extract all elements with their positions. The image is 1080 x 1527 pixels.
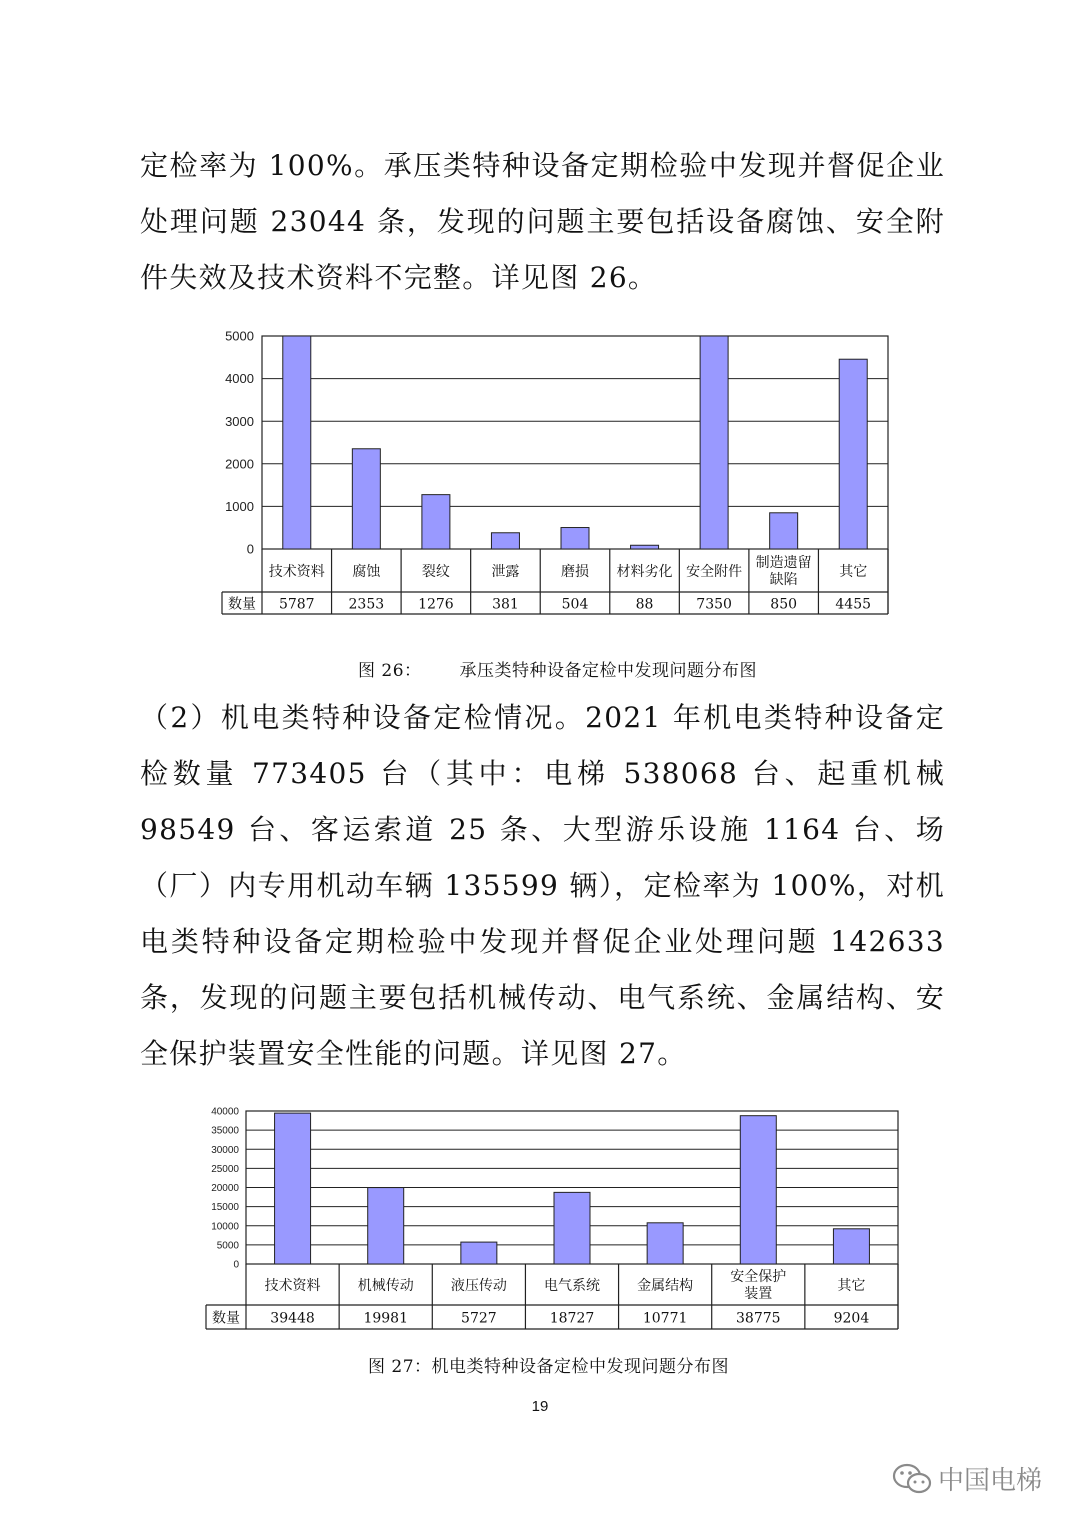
category-label: 材料劣化	[616, 563, 673, 580]
y-tick-label: 0	[233, 1259, 239, 1271]
data-value-label: 18727	[549, 1310, 595, 1327]
data-value-label: 39448	[270, 1310, 315, 1327]
y-tick-label: 35000	[211, 1125, 239, 1137]
category-label: 安全附件	[686, 563, 743, 580]
category-label: 其它	[837, 1277, 866, 1294]
category-label: 技术资料	[268, 563, 325, 580]
data-value-label: 850	[770, 596, 798, 613]
row-label: 数量	[228, 596, 256, 613]
body-paragraph-2: （2）机电类特种设备定检情况。2021 年机电类特种设备定检数量 773405 台（其中：电梯 538068 台、起重机械 98549 台、客运索道 25 条、大型游乐设施 1164 台、场（厂）内专用机动车辆 135599 辆），定检率为 100%，对机电类特种设备定期检验中发现并督促企业处理问题 142633 条，发现的问题主要包括机械传动、电气系统、金属结构、安全保护装置安全性能的问题。详见图 27。	[140, 701, 945, 1070]
bar	[461, 1242, 497, 1264]
y-tick-label: 25000	[211, 1163, 239, 1175]
y-tick-label: 15000	[211, 1202, 239, 1214]
data-value-label: 2353	[348, 596, 385, 613]
category-label: 裂纹	[421, 563, 450, 580]
page-number: 19	[531, 1398, 549, 1415]
data-value-label: 88	[635, 596, 654, 613]
y-tick-label: 40000	[211, 1106, 239, 1118]
y-tick-label: 2000	[225, 456, 254, 472]
bar	[647, 1223, 683, 1264]
data-value-label: 5727	[461, 1310, 497, 1327]
category-label: 腐蚀	[352, 563, 381, 580]
bar	[833, 1229, 869, 1264]
y-tick-label: 5000	[225, 328, 254, 344]
y-tick-label: 20000	[211, 1183, 239, 1194]
category-label: 技术资料	[264, 1277, 321, 1294]
y-tick-label: 3000	[225, 413, 254, 429]
data-value-label: 9204	[833, 1310, 870, 1327]
wechat-watermark	[892, 1460, 1042, 1497]
y-tick-label: 0	[246, 541, 254, 557]
figure-26-label: 图 26：	[358, 661, 422, 681]
data-value-label: 38775	[736, 1310, 781, 1327]
category-label: 泄露	[491, 563, 520, 580]
category-label: 安全保护装置	[730, 1269, 787, 1302]
category-label: 金属结构	[637, 1277, 694, 1294]
data-value-label: 5787	[278, 596, 315, 613]
data-value-label: 1276	[418, 596, 454, 613]
data-value-label: 504	[561, 596, 589, 613]
data-value-label: 4455	[835, 596, 872, 613]
category-label: 其它	[839, 563, 868, 580]
y-tick-label: 1000	[225, 498, 254, 514]
y-tick-label: 4000	[225, 371, 254, 387]
row-label: 数量	[212, 1310, 240, 1327]
category-label: 制造遗留缺陷	[755, 555, 812, 588]
category-label: 磨损	[561, 563, 589, 580]
figure-27-caption: 图 27：机电类特种设备定检中发现问题分布图	[368, 1357, 730, 1377]
bar	[368, 1188, 404, 1264]
watermark-text: 中国电梯	[938, 1466, 1043, 1496]
body-paragraph-1: 定检率为 100%。承压类特种设备定期检验中发现并督促企业处理问题 23044 条，发现的问题主要包括设备腐蚀、安全附件失效及技术资料不完整。详见图 26。	[140, 149, 945, 294]
y-tick-label: 5000	[216, 1240, 239, 1252]
category-label: 液压传动	[450, 1277, 507, 1294]
wechat-icon	[892, 1462, 932, 1496]
data-value-label: 381	[492, 596, 519, 613]
data-value-label: 10771	[642, 1310, 688, 1327]
y-tick-label: 30000	[211, 1144, 239, 1156]
data-value-label: 19981	[363, 1310, 408, 1327]
bar	[740, 1116, 776, 1264]
bar	[554, 1192, 590, 1264]
category-label: 电气系统	[544, 1277, 600, 1294]
bar	[275, 1113, 311, 1264]
figure-26-title: 承压类特种设备定检中发现问题分布图	[459, 661, 758, 681]
data-value-label: 7350	[696, 596, 732, 613]
category-label: 机械传动	[357, 1277, 414, 1294]
y-tick-label: 10000	[211, 1221, 239, 1233]
